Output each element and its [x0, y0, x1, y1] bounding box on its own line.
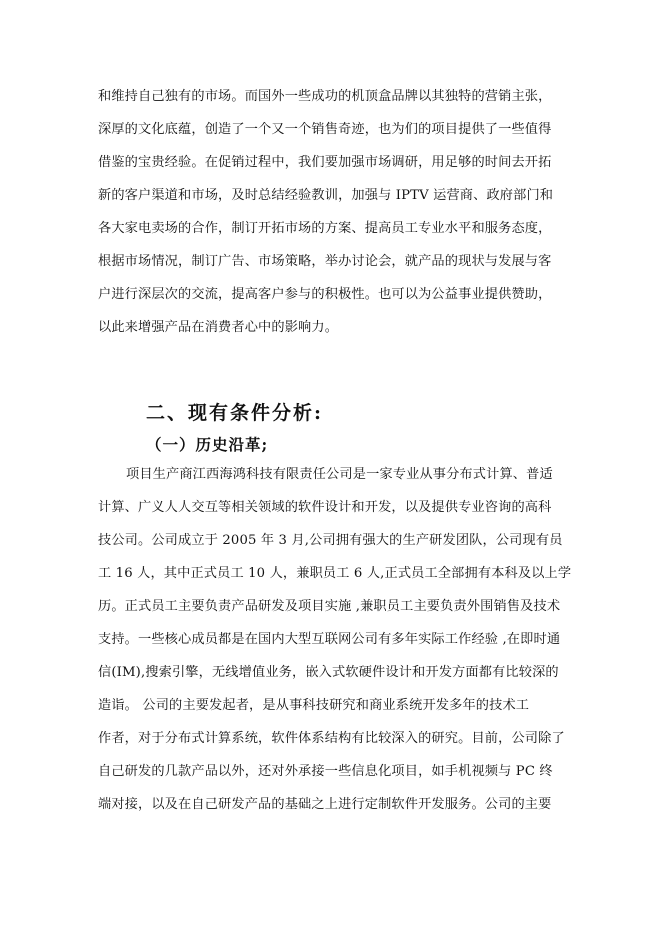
- paragraph-line: 支持。一些核心成员都是在国内大型互联网公司有多年实际工作经验 ,在即时通: [98, 632, 561, 647]
- section-heading: 二、现有条件分析:: [146, 402, 324, 424]
- paragraph-line: 新的客户渠道和市场，及时总结经验教训，加强与 IPTV 运营商、政府部门和: [98, 188, 554, 203]
- paragraph-line: 工 16 人，其中正式员工 10 人，兼职员工 6 人,正式员工全部拥有本科及以上学: [98, 566, 572, 581]
- paragraph-line: 各大家电卖场的合作，制订开拓市场的方案、提高员工专业水平和服务态度，: [98, 221, 552, 236]
- paragraph-line: 和维持自己独有的市场。而国外一些成功的机顶盒品牌以其独特的营销主张，: [98, 89, 552, 104]
- subsection-heading: （一）历史沿革;: [146, 435, 269, 454]
- paragraph-line: 户进行深层次的交流，提高客户参与的积极性。也可以为公益事业提供赞助，: [98, 287, 552, 302]
- paragraph-line: 借鉴的宝贵经验。在促销过程中，我们要加强市场调研，用足够的时间去开拓: [98, 155, 552, 170]
- paragraph-line: 深厚的文化底蕴，创造了一个又一个销售奇迹，也为们的项目提供了一些值得: [98, 122, 552, 137]
- paragraph-line: 技公司。公司成立于 2005 年 3 月,公司拥有强大的生产研发团队，公司现有员: [98, 533, 563, 548]
- paragraph-line: 以此来增强产品在消费者心中的影响力。: [98, 320, 339, 335]
- paragraph-line: 根据市场情况，制订广告、市场策略，举办讨论会，就产品的现状与发展与客: [98, 254, 552, 269]
- paragraph-line: 信(IM),搜索引擎，无线增值业务，嵌入式软硬件设计和开发方面都有比较深的: [98, 665, 559, 680]
- paragraph-line: 历。正式员工主要负责产品研发及项目实施 ,兼职员工主要负责外围销售及技术: [98, 599, 561, 614]
- paragraph-line: 计算、广义人人交互等相关领域的软件设计和开发，以及提供专业咨询的高科: [98, 500, 552, 515]
- paragraph-line: 造诣。 公司的主要发起者，是从事科技研究和商业系统开发多年的技术工: [98, 698, 530, 713]
- paragraph-line: 项目生产商江西海鸿科技有限责任公司是一家专业从事分布式计算、普适: [126, 467, 553, 482]
- paragraph-line: 端对接，以及在自己研发产品的基础之上进行定制软件开发服务。公司的主要: [98, 797, 552, 812]
- paragraph-line: 自己研发的几款产品以外，还对外承接一些信息化项目，如手机视频与 PC 终: [98, 764, 553, 779]
- paragraph-line: 作者，对于分布式计算系统，软件体系结构有比较深入的研究。目前，公司除了: [98, 731, 565, 746]
